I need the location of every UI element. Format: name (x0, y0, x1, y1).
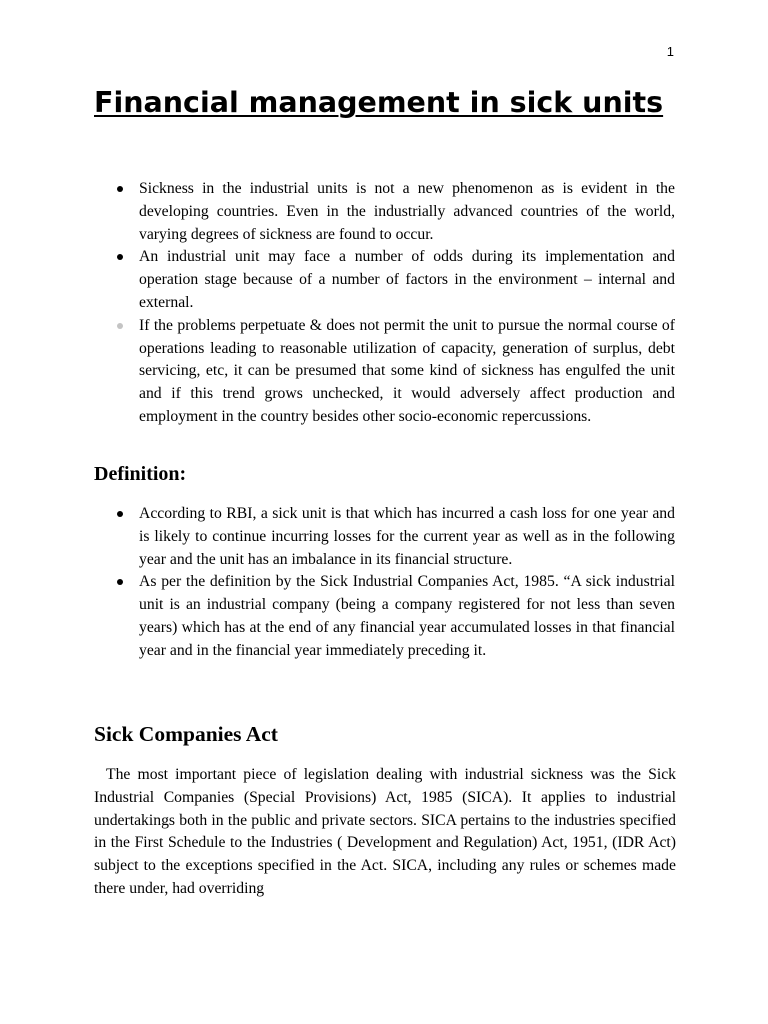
document-title: Financial management in sick units (94, 86, 664, 119)
sick-companies-act-heading: Sick Companies Act (94, 722, 278, 746)
definition-heading: Definition: (94, 463, 187, 485)
sick-companies-act-paragraph: The most important piece of legislation dealing with industrial sickness was the Sick Industrial Companies (Special Provisions) Act, 1985 (SICA). It applies to industrial undertakings both in the public and private sectors. SICA pertains to the industries specified in the First Schedule to the Industries ( Development and Regulation) Act, 1951, (IDR Act) subject to the exceptions specified in the Act. SICA, including any rules or schemes made there under, had overriding (94, 766, 676, 897)
intro-bullet-3: If the problems perpetuate & does not permit the unit to pursue the normal course of operations leading to reasonable utilization of capacity, generation of surplus, debt servicing, etc, it can be presumed that some kind of sickness has engulfed the unit and if this trend grows unchecked, it would adversely affect production and employment in the country besides other socio-economic repercussions. (139, 315, 675, 429)
intro-bullet-2: An industrial unit may face a number of odds during its implementation and operation stage because of a number of factors in the environment – internal and external. (139, 246, 675, 314)
definition-bullet-2: As per the definition by the Sick Industrial Companies Act, 1985. “A sick industrial unit is an industrial company (being a company registered for not less than seven years) which has at the end of any financial year accumulated losses in that financial year and in the financial year immediately preceding it. (139, 571, 675, 662)
intro-bullet-1: Sickness in the industrial units is not a new phenomenon as is evident in the developing countries. Even in the industrially advanced countries of the world, varying degrees of sickness are found to occur. (139, 178, 675, 246)
intro-bullet-list (139, 178, 675, 429)
page-number: 1 (666, 44, 674, 59)
definition-bullet-1: According to RBI, a sick unit is that which has incurred a cash loss for one year and is likely to continue incurring losses for the current year as well as in the following year and the unit has an imbalance in its financial structure. (139, 503, 675, 571)
definition-bullet-list (139, 503, 675, 663)
